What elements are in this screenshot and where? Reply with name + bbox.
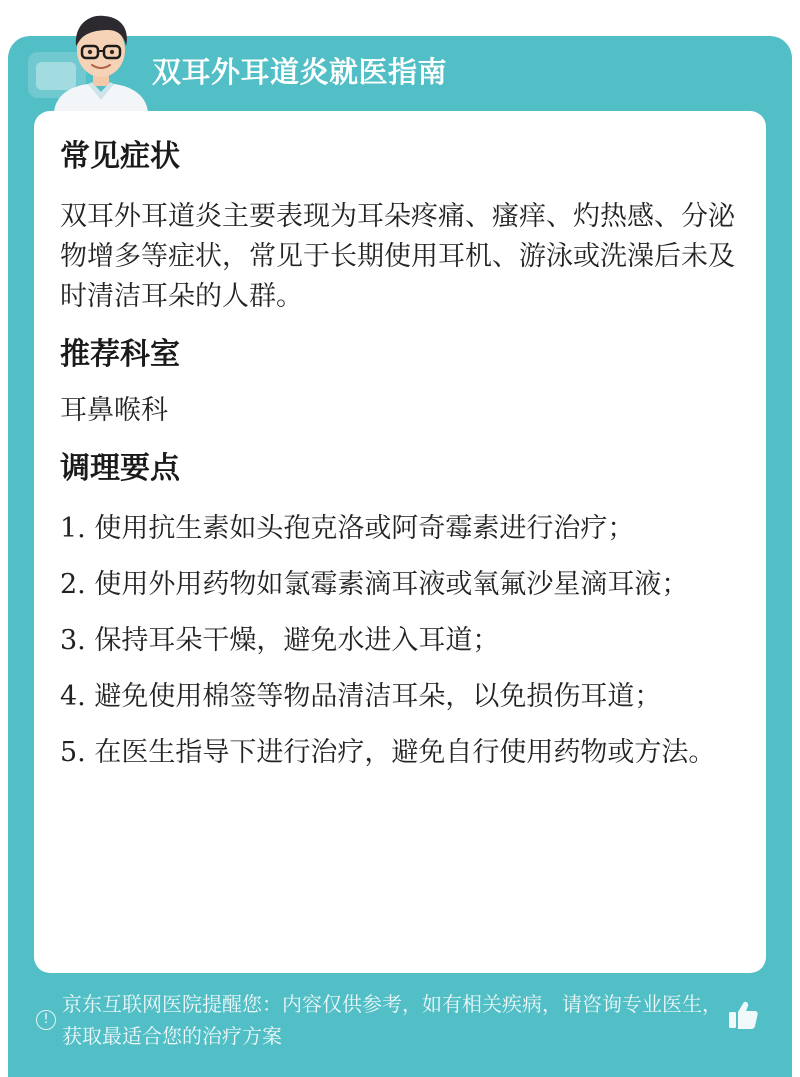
doctor-avatar	[46, 8, 156, 112]
care-item: 3. 保持耳朵干燥，避免水进入耳道；	[60, 625, 500, 656]
care-list	[60, 509, 740, 773]
symptoms-title: 常见症状	[60, 139, 180, 174]
info-icon: !	[36, 1010, 56, 1030]
care-title: 调理要点	[60, 451, 180, 486]
thumbs-up-icon[interactable]	[726, 998, 760, 1032]
disclaimer-footer	[36, 988, 766, 1058]
department-title: 推荐科室	[60, 337, 180, 372]
disclaimer-text: 京东互联网医院提醒您：内容仅供参考，如有相关疾病，请咨询专业医生，获取最适合您的治疗方案	[62, 992, 722, 1048]
care-item: 5. 在医生指导下进行治疗，避免自行使用药物或方法。	[60, 737, 716, 768]
care-item: 4. 避免使用棉签等物品清洁耳朵，以免损伤耳道；	[60, 681, 662, 712]
care-item: 2. 使用外用药物如氯霉素滴耳液或氧氟沙星滴耳液；	[60, 569, 689, 600]
care-item: 1. 使用抗生素如头孢克洛或阿奇霉素进行治疗；	[60, 513, 635, 544]
content-card	[34, 111, 766, 973]
symptoms-text: 双耳外耳道炎主要表现为耳朵疼痛、瘙痒、灼热感、分泌物增多等症状，常见于长期使用耳机、游泳或洗澡后未及时清洁耳朵的人群。	[60, 201, 735, 312]
department-value: 耳鼻喉科	[60, 395, 168, 426]
page-title: 双耳外耳道炎就医指南	[152, 55, 448, 89]
